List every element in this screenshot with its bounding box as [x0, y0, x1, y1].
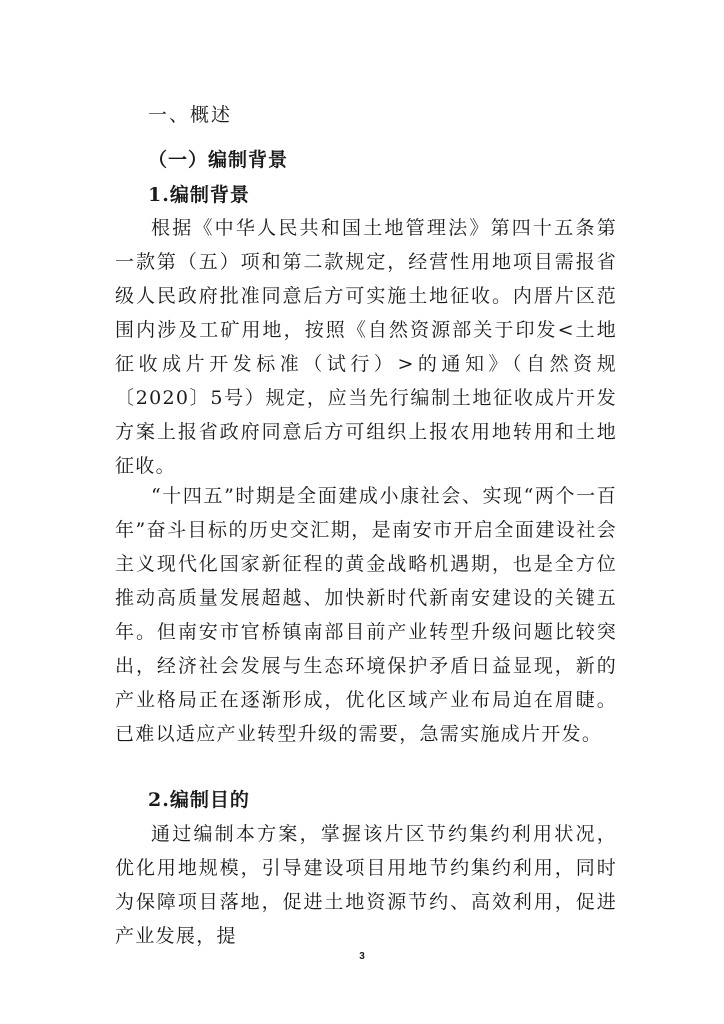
item2-title: 2.编制目的	[148, 789, 250, 811]
section-title: 一、概述	[148, 104, 233, 126]
paragraph-2: “十四五”时期是全面建成小康社会、实现“两个一百年”奋斗目标的历史交汇期，是南安市开启全面建设社会主义现代化国家新征程的黄金战略机遇期，也是全方位推动高质量发展超越、加快新时代新南安建设的关键五年。但南安市官桥镇南部目前产业转型升级问题比较突出，经济社会发展与生态环境保护矛盾日益显现，新的产业格局正在逐渐形成，优化区域产业布局迫在眉睫。已难以适应产业转型升级的需要，急需实施成片开发。	[115, 485, 617, 745]
paragraph-3: 通过编制本方案，掌握该片区节约集约利用状况，优化用地规模，引导建设项目用地节约集约利用，同时为保障项目落地，促进土地资源节约、高效利用，促进产业发展，提	[115, 823, 617, 947]
item1-title: 1.编制背景	[148, 184, 250, 206]
subsection-title: （一）编制背景	[148, 149, 289, 171]
paragraph-1: 根据《中华人民共和国土地管理法》第四十五条第一款第（五）项和第二款规定，经营性用地项目需报省级人民政府批准同意后方可实施土地征收。内厝片区范围内涉及工矿用地，按照《自然资源部关于印发<土地征收成片开发标准（试行）>的通知》（自然资规〔2020〕5号）规定，应当先行编制土地征收成片开发方案上报省政府同意后方可组织上报农用地转用和土地征收。	[115, 217, 617, 477]
page-number: 3	[359, 951, 365, 962]
